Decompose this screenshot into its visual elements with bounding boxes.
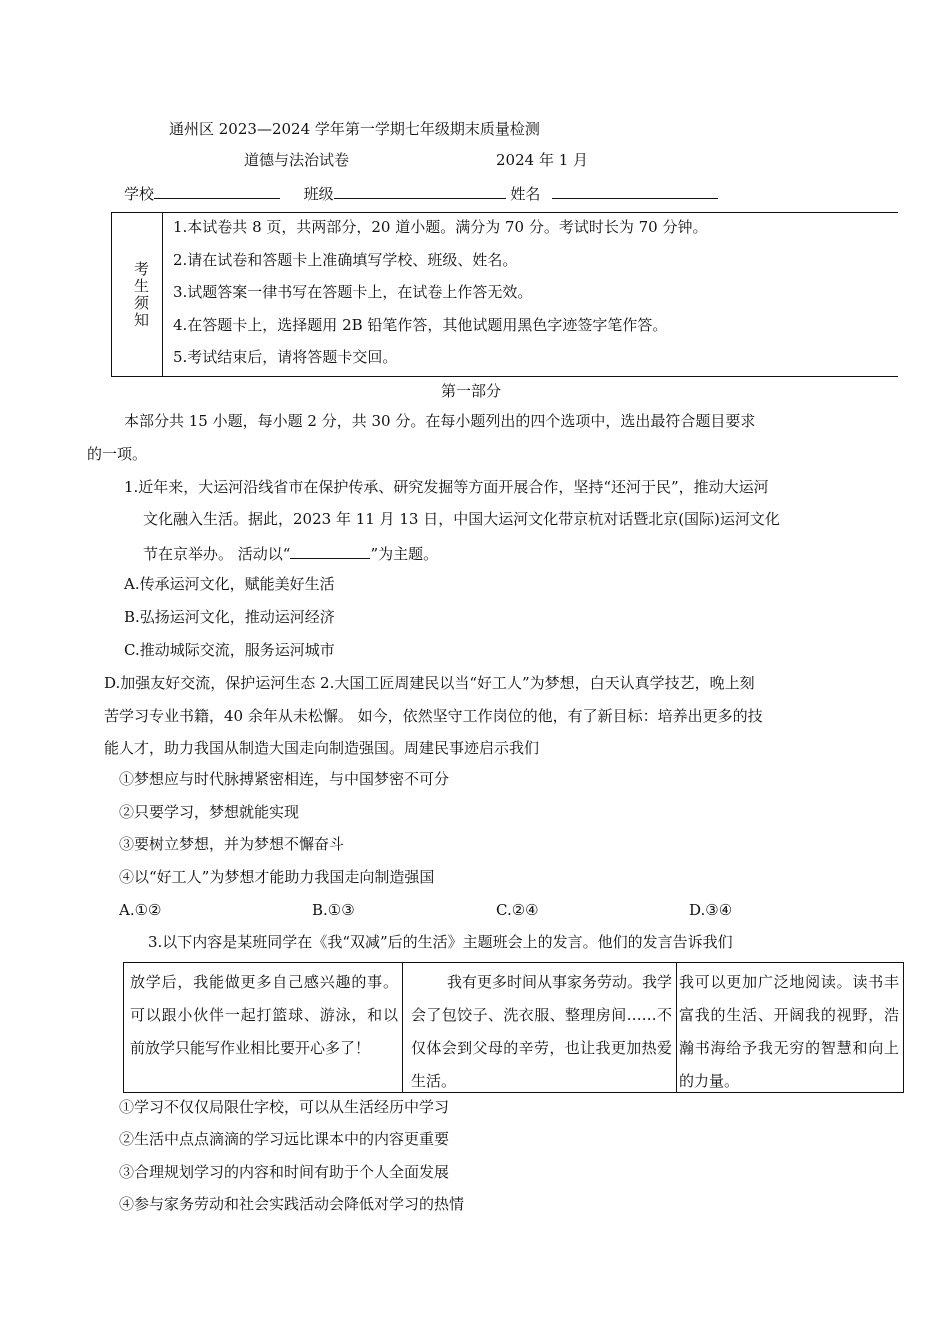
question-2-choice: B.①③ [312, 901, 355, 919]
school-field[interactable] [154, 182, 280, 199]
question-2-choice: C.②④ [496, 901, 539, 919]
question-3-statement: ④参与家务劳动和社会实践活动会降低对学习的热情 [119, 1195, 465, 1213]
speech-cell-text: 我有更多时间从事家务劳动。我学会了包饺子、洗衣服、整理房间……不仅体会到父母的辛劳，也让我更加热爱生活。 [411, 973, 673, 1090]
notice-item: 4.在答题卡上，选择题用 2B 铅笔作答，其他试题用黑色字迹签字笔作答。 [173, 316, 668, 334]
name-label: 姓名 [510, 185, 541, 203]
notice-side-column [112, 213, 163, 376]
question-2-statement: ④以“好工人”为梦想才能助力我国走向制造强国 [119, 868, 435, 886]
question-2-stem: 苦学习专业书籍，40 余年从未松懈。 如今，依然坚守工作岗位的他，有了新目标：培养出更多的技 [104, 707, 763, 725]
question-1-stem-text: ”为主题。 [370, 545, 439, 563]
question-1-stem: 文化融入生活。据此，2023 年 11 月 13 日，中国大运河文化带京杭对话暨北京(国际)运河文化 [143, 510, 780, 528]
speech-cell: 放学后，我能做更多自己感兴趣的事。可以跟小伙伴一起打篮球、游泳，和以前放学只能写作业相比要开心多了！ [124, 963, 403, 1092]
question-2-choice: A.①② [119, 901, 162, 919]
subject-title: 道德与法治试卷 [244, 151, 350, 169]
question-2-stem: 能人才，助力我国从制造大国走向制造强国。周建民事迹启示我们 [104, 739, 540, 757]
question-1-option: C.推动城际交流，服务运河城市 [124, 641, 335, 659]
part-intro-continued: 的一项。 [87, 445, 148, 463]
question-3-statement: ①学习不仅仅局限仕字校，可以从生活经历中学习 [119, 1098, 450, 1116]
part-intro: 本部分共 15 小题，每小题 2 分，共 30 分。在每小题列出的四个选项中，选出最符合题目要求 [124, 412, 756, 430]
part-title: 第一部分 [441, 382, 502, 400]
question-1-stem: 1.近年来，大运河沿线省市在保护传承、研究发掘等方面开展合作，坚持“还河于民”，推动大运河 [124, 478, 769, 496]
student-info-row [124, 182, 718, 204]
question-1-stem-text: 节在京举办。 活动以“ [143, 545, 291, 563]
speech-cell: 我可以更加广泛地阅读。读书丰富我的生活、开阔我的视野，浩瀚书海给予我无穷的智慧和向上的力量。 [679, 973, 899, 1090]
exam-title: 通州区 2023—2024 学年第一学期七年级期末质量检测 [169, 120, 540, 138]
name-field[interactable] [552, 182, 718, 199]
class-label: 班级 [303, 185, 334, 203]
answer-blank [290, 542, 370, 559]
question-2-statement: ①梦想应与时代脉搏紧密相连，与中国梦密不可分 [119, 770, 450, 788]
notice-item: 5.考试结束后，请将答题卡交回。 [173, 348, 398, 366]
question-2-statement: ③要树立梦想，并为梦想不懈奋斗 [119, 835, 345, 853]
school-label: 学校 [124, 185, 155, 203]
candidate-notice-box [111, 212, 898, 377]
class-field[interactable] [334, 182, 506, 199]
notice-item: 3.试题答案一律书写在答题卡上，在试卷上作答无效。 [173, 283, 533, 301]
question-1-option: A.传承运河文化，赋能美好生活 [124, 575, 335, 593]
question-1-stem [143, 542, 438, 564]
question-3-statement: ③合理规划学习的内容和时间有助于个人全面发展 [119, 1163, 450, 1181]
exam-date: 2024 年 1 月 [496, 151, 589, 169]
question-3-stem: 3.以下内容是某班同学在《我“双减”后的生活》主题班会上的发言。他们的发言告诉我们 [148, 933, 733, 951]
question-3-statement: ②生活中点点滴滴的学习远比课本中的内容更重要 [119, 1130, 450, 1148]
question-2-choice: D.③④ [689, 901, 733, 919]
question-2-stem: D.加强友好交流，保护运河生态 2.大国工匠周建民以当“好工人”为梦想，白天认真学技艺，晚上刻 [104, 674, 755, 692]
notice-item: 2.请在试卷和答题卡上准确填写学校、班级、姓名。 [173, 251, 518, 269]
notice-item: 1.本试卷共 8 页，共两部分，20 道小题。满分为 70 分。考试时长为 70 分钟。 [173, 218, 708, 236]
notice-side-title: 考生须知 [134, 260, 150, 329]
question-1-option: B.弘扬运河文化，推动运河经济 [124, 608, 335, 626]
speech-table [123, 962, 904, 1093]
speech-cell [403, 963, 677, 1092]
question-2-statement: ②只要学习，梦想就能实现 [119, 803, 300, 821]
